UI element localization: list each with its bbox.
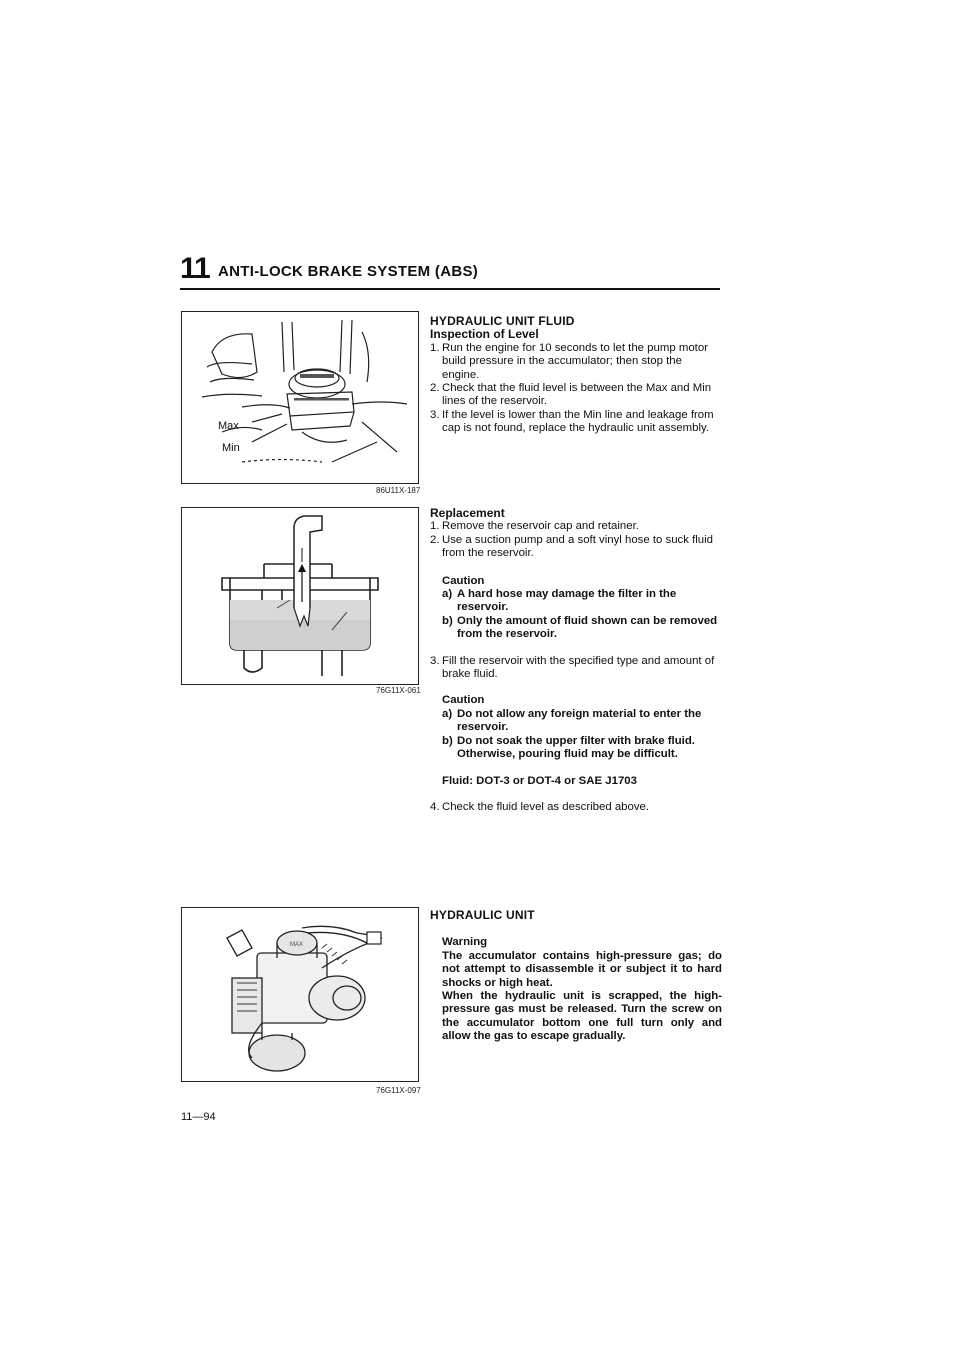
list-item: 3. Fill the reservoir with the specified type and amount of brake fluid.	[430, 654, 715, 681]
page-number: 11—94	[181, 1111, 216, 1123]
page-header	[180, 252, 720, 290]
warning-text: The accumulator contains high-pressure gas; do not attempt to disassemble it or subject it to hard shocks or high heat.	[442, 949, 722, 989]
list-item: 1. Run the engine for 10 seconds to let the pump motor build pressure in the accumulator; then stop the engine.	[430, 341, 708, 381]
section-subtitle: Inspection of Level	[430, 327, 539, 342]
list-item: 2. Check that the fluid level is between the Max and Min lines of the reservoir.	[430, 382, 712, 408]
section-title: HYDRAULIC UNIT	[430, 908, 535, 922]
reservoir-level-illustration	[182, 312, 417, 482]
caution-box	[442, 575, 722, 642]
figure-caption: 76G11X-061	[376, 686, 421, 695]
section-replacement	[430, 507, 722, 814]
caution-box	[442, 694, 722, 761]
list-item: 1. Remove the reservoir cap and retainer.	[430, 520, 639, 533]
warning-box	[442, 936, 722, 1043]
list-item: 4. Check the fluid level as described above.	[430, 800, 650, 813]
chapter-number: 11	[180, 252, 210, 285]
section-title: HYDRAULIC UNIT FLUID	[430, 314, 575, 328]
warning-text: When the hydraulic unit is scrapped, the high-pressure gas must be released. Turn the screw on the accumulator bottom one full turn only and allow the gas to escape gradually.	[442, 990, 722, 1043]
figure-caption: 76G11X-097	[376, 1086, 421, 1095]
caution-item: a) A hard hose may damage the filter in the reservoir.	[442, 588, 677, 614]
list-item: 3. If the level is lower than the Min line and leakage from cap is not found, replace the hydraulic unit assembly.	[430, 408, 714, 435]
figure-hydraulic-unit	[181, 907, 419, 1082]
caution-title: Caution	[442, 574, 485, 587]
figure-caption: 86U11X-187	[376, 486, 421, 495]
chapter-title: ANTI-LOCK BRAKE SYSTEM (ABS)	[218, 263, 479, 280]
svg-text:MAX: MAX	[290, 942, 304, 948]
caution-item: a) Do not allow any foreign material to enter the reservoir.	[442, 707, 702, 734]
list-item: 2. Use a suction pump and a soft vinyl hose to suck fluid from the reservoir.	[430, 533, 713, 560]
caution-item: b) Only the amount of fluid shown can be removed from the reservoir.	[442, 614, 718, 641]
figure-reservoir-section	[181, 507, 419, 685]
hydraulic-unit-illustration	[182, 908, 417, 1080]
max-label: Max	[218, 420, 239, 432]
section-subtitle: Replacement	[430, 506, 505, 520]
caution-title: Caution	[442, 694, 485, 707]
fluid-spec: Fluid: DOT-3 or DOT-4 or SAE J1703	[442, 774, 637, 787]
section-hydraulic-unit-fluid	[430, 315, 722, 436]
min-label: Min	[222, 442, 240, 454]
section-hydraulic-unit	[430, 909, 722, 1044]
reservoir-section-illustration	[182, 508, 417, 683]
figure-reservoir-level	[181, 311, 419, 484]
warning-title: Warning	[442, 936, 488, 949]
caution-item: b) Do not soak the upper filter with brake fluid. Otherwise, pouring fluid may be difficult.	[442, 734, 695, 761]
